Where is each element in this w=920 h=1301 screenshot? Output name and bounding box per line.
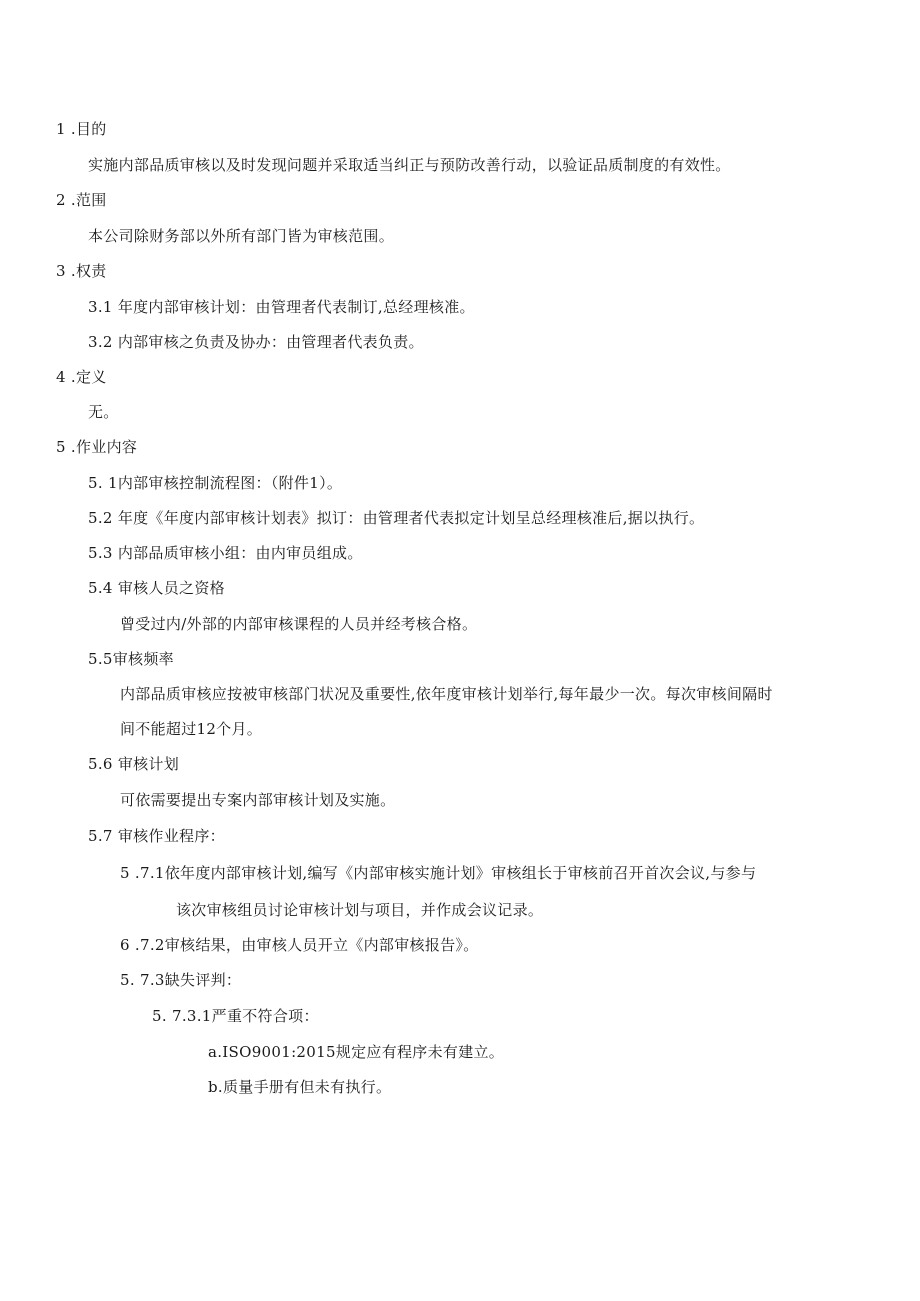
- section-5-heading: 5 .作业内容: [56, 438, 138, 456]
- section-3-heading: 3 .权责: [56, 262, 107, 280]
- section-5-2: 5.2 年度《年度内部审核计划表》拟订：由管理者代表拟定计划呈总经理核准后,据以执行。: [88, 509, 705, 527]
- section-5-7-3-1: 5. 7.3.1严重不符合项：: [152, 1007, 319, 1025]
- section-5-1: 5. 1内部审核控制流程图：（附件1）。: [88, 474, 343, 492]
- section-5-7-1-line-2: 该次审核组员讨论审核计划与项目，并作成会议记录。: [176, 901, 544, 919]
- section-5-5: 5.5审核频率: [88, 650, 174, 668]
- item-b: b.质量手册有但未有执行。: [208, 1078, 392, 1096]
- section-5-6: 5.6 审核计划: [88, 755, 180, 773]
- section-2-heading: 2 .范围: [56, 191, 107, 209]
- section-5-4-text: 曾受过内/外部的内部审核课程的人员并经考核合格。: [120, 615, 478, 633]
- section-1-text: 实施内部品质审核以及时发现问题并采取适当纠正与预防改善行动，以验证品质制度的有效性。: [88, 156, 731, 174]
- section-3-1: 3.1 年度内部审核计划：由管理者代表制订,总经理核准。: [88, 298, 475, 316]
- item-a: a.ISO9001:2015规定应有程序未有建立。: [208, 1043, 505, 1061]
- section-5-6-text: 可依需要提出专案内部审核计划及实施。: [120, 791, 396, 809]
- section-5-5-text-line-1: 内部品质审核应按被审核部门状况及重要性,依年度审核计划举行,每年最少一次。每次审核间隔时: [120, 685, 773, 703]
- section-5-4: 5.4 审核人员之资格: [88, 579, 225, 597]
- section-5-7-1-line-1: 5 .7.1依年度内部审核计划,编写《内部审核实施计划》审核组长于审核前召开首次会议,与参与: [120, 864, 757, 882]
- section-4-heading: 4 .定义: [56, 368, 107, 386]
- section-5-7: 5.7 审核作业程序：: [88, 827, 225, 845]
- section-2-text: 本公司除财务部以外所有部门皆为审核范围。: [88, 227, 395, 245]
- section-1-heading: 1 .目的: [56, 120, 107, 138]
- section-4-text: 无。: [88, 403, 119, 421]
- section-5-7-2: 6 .7.2审核结果，由审核人员开立《内部审核报告》。: [120, 936, 479, 954]
- section-5-7-3: 5. 7.3缺失评判：: [120, 971, 242, 989]
- section-5-5-text-line-2: 间不能超过12个月。: [120, 720, 263, 738]
- section-5-3: 5.3 内部品质审核小组：由内审员组成。: [88, 544, 363, 562]
- section-3-2: 3.2 内部审核之负责及协办：由管理者代表负责。: [88, 333, 424, 351]
